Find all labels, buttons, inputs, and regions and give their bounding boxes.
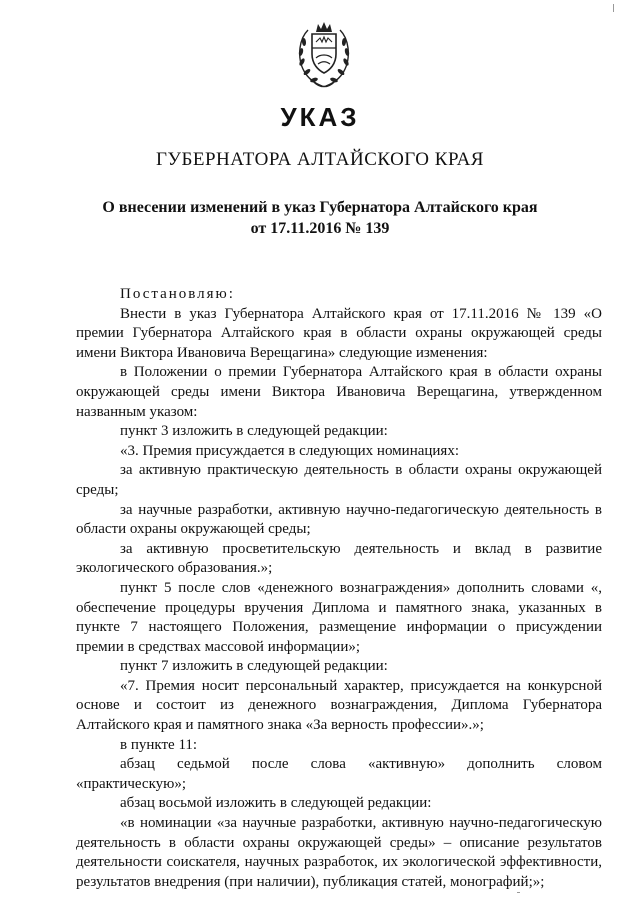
issuing-authority: ГУБЕРНАТОРА АЛТАЙСКОГО КРАЯ [156, 149, 484, 170]
body-paragraph: Внести в указ Губернатора Алтайского края от 17.11.2016 № 139 «О премии Губернатора Алтайского края в области охраны окружающей среды имени Виктора Ивановича Верещагина» следующие изменения: [76, 305, 602, 361]
document-subject [0, 197, 640, 239]
scan-artifact [613, 4, 614, 12]
subject-line: от 17.11.2016 № 139 [250, 220, 390, 237]
body-paragraph: за активную просветительскую деятельность и вклад в развитие экологического образования.»; [76, 540, 602, 577]
body-paragraph: в Положении о премии Губернатора Алтайского края в области охраны окружающей среды имени Виктора Ивановича Верещагина, утвержденном названным указом: [76, 364, 602, 420]
document-type-title: УКАЗ [280, 102, 360, 132]
body-paragraph: абзац восьмой изложить в следующей редакции: [120, 795, 432, 812]
body-paragraph: пункт 5 после слов «денежного вознаграждения» дополнить словами «, обеспечение процедуры вручения Диплома и памятного знака, указанных в пункте 7 настоящего Положения, размещение информации о присуждении премии в средствах массовой информации»; [76, 579, 602, 655]
decree-word: Постановляю: [120, 286, 235, 302]
body-paragraph: за научные разработки, активную научно-педагогическую деятельность в области охраны окружающей среды; [76, 501, 602, 538]
body-paragraph: «в номинации «за научные разработки, активную научно-педагогическую деятельность в области охраны окружающей среды» – описание результатов деятельности соискателя, научных разработок, их экологической эффективности, результатов внедрения (при наличии), публикация статей, монографий;»; [76, 815, 602, 890]
body-paragraph: в пункте 11: [120, 736, 198, 753]
document-body [76, 285, 602, 892]
coat-of-arms-icon [292, 18, 356, 90]
subject-line: О внесении изменений в указ Губернатора Алтайского края [102, 199, 538, 216]
body-paragraph: «7. Премия носит персональный характер, присуждается на конкурсной основе и состоит из денежного вознаграждения, Диплома Губернатора Алтайского края и памятного знака «За верность профессии».»; [76, 677, 602, 734]
body-paragraph: за активную практическую деятельность в области охраны окружающей среды; [76, 462, 602, 498]
body-paragraph: «3. Премия присуждается в следующих номинациях: [120, 442, 460, 459]
body-paragraph: пункт 7 изложить в следующей редакции: [120, 658, 388, 675]
body-paragraph: пункт 3 изложить в следующей редакции: [120, 423, 388, 440]
body-paragraph: абзац седьмой после слова «активную» дополнить словом «практическую»; [76, 756, 602, 792]
